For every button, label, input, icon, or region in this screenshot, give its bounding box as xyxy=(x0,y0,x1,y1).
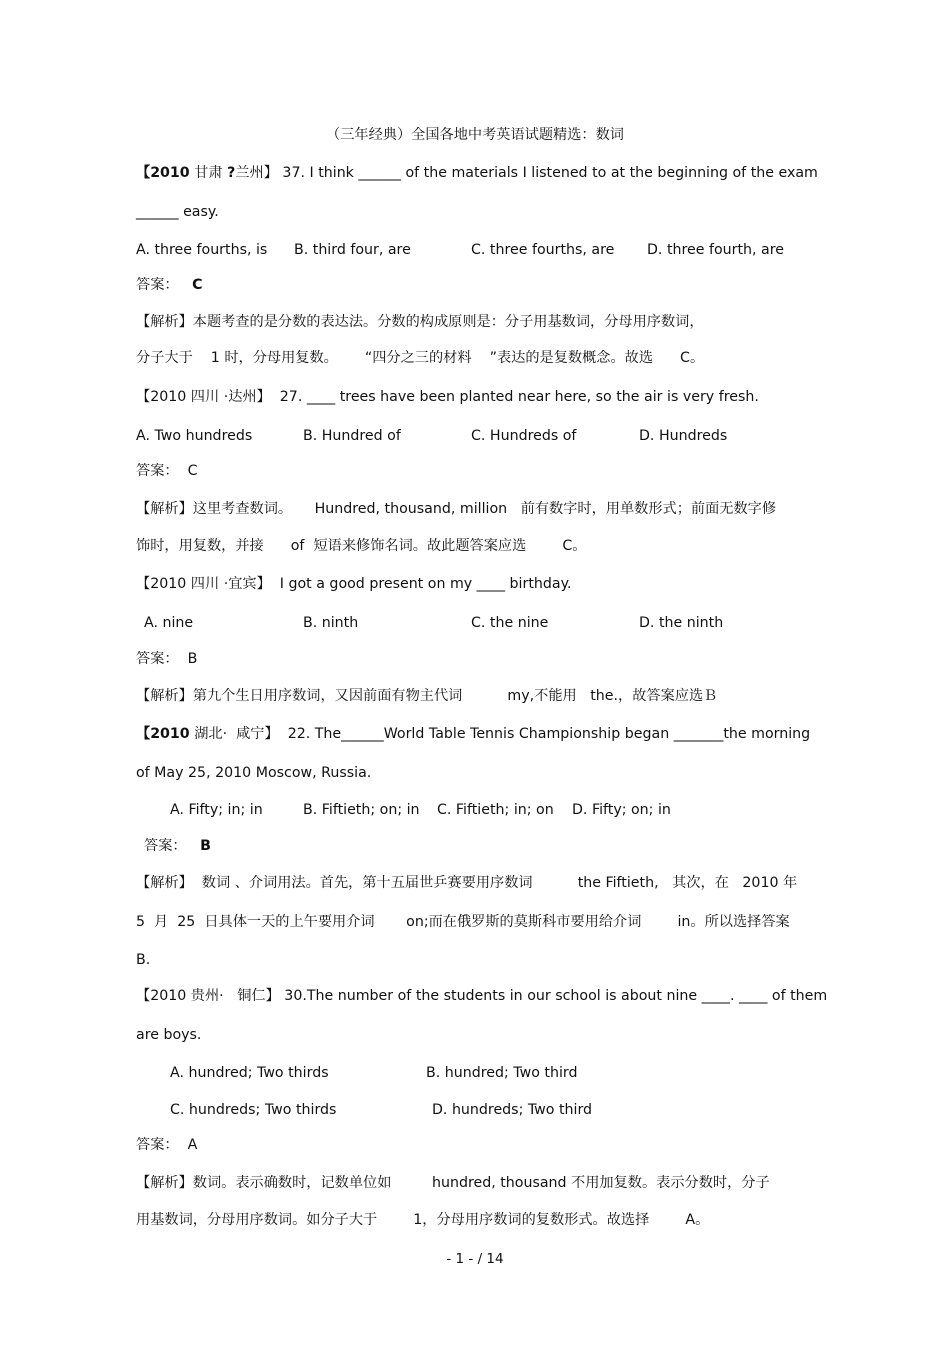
q4-source-rest: 湖北· 咸宁】 xyxy=(194,726,279,742)
q5-option-d: D. hundreds; Two third xyxy=(432,1102,593,1118)
q1-stem-line2: ______ easy. xyxy=(136,204,219,220)
q2-option-a: A. Two hundreds xyxy=(136,428,253,444)
q1-source-province: 甘肃 xyxy=(194,165,223,181)
q4-explanation-line2: 5 月 25 日具体一天的上午要用介词 on;而在俄罗斯的莫斯科市要用给介词 in。所以选择答案 xyxy=(136,914,790,930)
q1-option-a: A. three fourths, is xyxy=(136,242,268,258)
q1-stem-text: 37. I think ______ of the materials I listened to at the beginning of the exam xyxy=(277,165,818,181)
q5-stem-line2: are boys. xyxy=(136,1027,202,1043)
q5-option-a: A. hundred; Two thirds xyxy=(170,1065,329,1081)
q2-explanation-line1: 【解析】这里考查数词。 Hundred, thousand, million 前有数字时，用单数形式；前面无数字修 xyxy=(136,501,777,517)
q3-option-d: D. the ninth xyxy=(639,615,724,631)
q2-option-b: B. Hundred of xyxy=(303,428,401,444)
q3-stem: 【2010 四川 ·宜宾】 I got a good present on my ____ birthday. xyxy=(136,576,572,592)
q5-stem-line1: 【2010 贵州· 铜仁】 30.The number of the students in our school is about nine ____. ____ of them xyxy=(136,988,828,1004)
q4-stem-text: 22. The______World Table Tennis Championship began _______the morning xyxy=(278,726,811,742)
q2-source: 【2010 四川 ·达州】 xyxy=(136,389,271,405)
q5-option-b: B. hundred; Two third xyxy=(426,1065,578,1081)
q5-explanation-line1: 【解析】数词。表示确数时，记数单位如 hundred, thousand 不用加复数。表示分数时，分子 xyxy=(136,1175,770,1191)
q1-explanation-line1: 【解析】本题考查的是分数的表达法。分数的构成原则是：分子用基数词，分母用序数词， xyxy=(136,314,704,330)
q1-option-d: D. three fourth, are xyxy=(647,242,785,258)
q1-stem-line1 xyxy=(136,163,818,183)
q2-option-c: C. Hundreds of xyxy=(471,428,577,444)
q4-source-bold: 【2010 xyxy=(136,726,190,742)
q4-option-b: B. Fiftieth; on; in xyxy=(303,802,420,818)
q4-answer xyxy=(144,836,211,856)
q1-source-bold: 【2010 xyxy=(136,165,190,181)
page-number: - 1 - / 14 xyxy=(446,1251,504,1267)
q2-answer: 答案： C xyxy=(136,463,198,479)
q5-option-c: C. hundreds; Two thirds xyxy=(170,1102,337,1118)
q4-explanation-line1: 【解析】 数词 、介词用法。首先，第十五届世乒赛要用序数词 the Fiftieth, 其次，在 2010 年 xyxy=(136,875,798,891)
q1-answer xyxy=(136,275,203,295)
q1-answer-label: 答案： xyxy=(136,277,179,293)
q4-option-a: A. Fifty; in; in xyxy=(170,802,263,818)
q1-answer-value: C xyxy=(192,277,203,293)
q3-option-c: C. the nine xyxy=(471,615,549,631)
q1-source-sep: ? xyxy=(227,165,236,181)
q1-option-b: B. third four, are xyxy=(294,242,411,258)
q4-stem-line1 xyxy=(136,724,810,744)
q1-explanation-line2: 分子大于 1 时，分母用复数。 “四分之三的材料 ”表达的是复数概念。故选 C。 xyxy=(136,350,705,366)
q4-explanation-line3: B. xyxy=(136,952,151,968)
q3-option-a: A. nine xyxy=(144,615,194,631)
q3-explanation: 【解析】第九个生日用序数词，又因前面有物主代词 my,不能用 the.，故答案应选Ｂ xyxy=(136,688,718,704)
q4-answer-value: B xyxy=(200,838,211,854)
q4-answer-label: 答案： xyxy=(144,838,187,854)
q4-option-d: D. Fifty; on; in xyxy=(572,802,671,818)
q2-explanation-line2: 饰时，用复数，并接 of 短语来修饰名词。故此题答案应选 C。 xyxy=(136,538,587,554)
q5-explanation-line2: 用基数词，分母用序数词。如分子大于 1，分母用序数词的复数形式。故选择 A。 xyxy=(136,1212,710,1228)
q3-answer: 答案： B xyxy=(136,651,198,667)
q2-option-d: D. Hundreds xyxy=(639,428,728,444)
q1-source-city: 兰州】 xyxy=(235,165,278,181)
q4-stem-line2: of May 25, 2010 Moscow, Russia. xyxy=(136,765,372,781)
page-title: （三年经典）全国各地中考英语试题精选：数词 xyxy=(326,127,624,143)
q1-option-c: C. three fourths, are xyxy=(471,242,615,258)
q4-option-c: C. Fiftieth; in; on xyxy=(437,802,554,818)
q3-option-b: B. ninth xyxy=(303,615,359,631)
q2-stem xyxy=(136,387,759,407)
q5-answer: 答案： A xyxy=(136,1137,198,1153)
q2-stem-text: 27. ____ trees have been planted near here, so the air is very fresh. xyxy=(270,389,759,405)
